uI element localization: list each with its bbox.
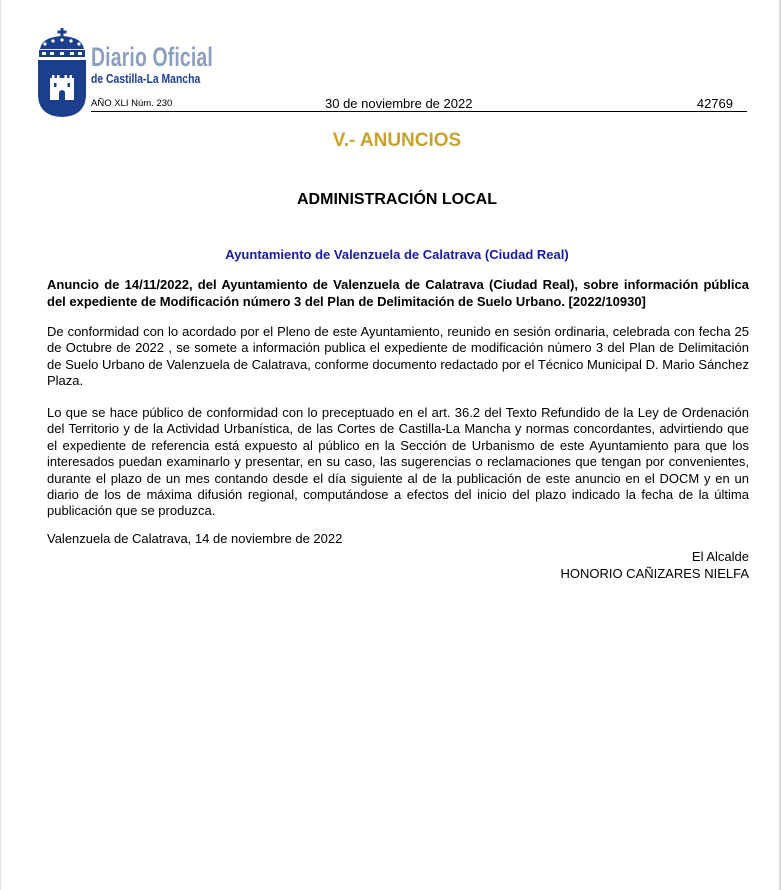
place-and-date: Valenzuela de Calatrava, 14 de noviembre de 2022 [47,531,343,546]
issue-date: 30 de noviembre de 2022 [325,96,473,111]
issuing-organization: Ayuntamiento de Valenzuela de Calatrava (Ciudad Real) [225,247,569,262]
page-number: 42769 [696,96,733,111]
notice-heading: Anuncio de 14/11/2022, del Ayuntamiento de Valenzuela de Calatrava (Ciudad Real), sobre información pública del expediente de Modificación número 3 del Plan de Delimitación de Suelo Urbano. [2022/10930] [47,277,749,309]
gazette-title [91,44,211,86]
header-divider [91,111,747,112]
issue-info-row [91,96,747,110]
section-title: V.- ANUNCIOS [332,130,462,151]
gazette-title-region: de Castilla-La Mancha [91,71,201,86]
notice-paragraph-1: De conformidad con lo acordado por el Pleno de este Ayuntamiento, reunido en sesión ordinaria, celebrada con fecha 25 de Octubre de 2022 , se somete a información publica el expediente de modificación número 3 del Plan de Delimitación de Suelo Urbano de Valenzuela de Calatrava, conforme documento redactado por el Técnico Municipal D. Mario Sánchez Plaza. [47,324,749,389]
issue-year-number: AÑO XLI Núm. 230 [91,98,173,109]
signature-block [560,548,749,582]
notice-paragraph-2: Lo que se hace público de conformidad con lo preceptuado en el art. 36.2 del Texto Refundido de la Ley de Ordenación del Territorio y de la Actividad Urbanística, de las Cortes de Castilla-La Mancha y normas concordantes, advirtiendo que el expediente de referencia está expuesto al público en la Sección de Urbanismo de este Ayuntamiento para que los interesados puedan examinarlo y presentar, en su caso, las sugerencias o reclamaciones que tengan por convenientes, durante el plazo de un mes contando desde el día siguiente al de la publicación de este anuncio en el DOCM y en un diario de los de máxima difusión regional, computándose a efectos del inicio del plazo indicado la fecha de la última publicación que se produzca. [47,405,749,519]
gazette-title-main: Diario Oficial [91,42,213,72]
castle-crown-shield-icon [36,28,88,118]
signer-title: El Alcalde [691,549,749,564]
signer-name: HONORIO CAÑIZARES NIELFA [560,566,749,581]
section-subtitle: ADMINISTRACIÓN LOCAL [297,191,497,208]
